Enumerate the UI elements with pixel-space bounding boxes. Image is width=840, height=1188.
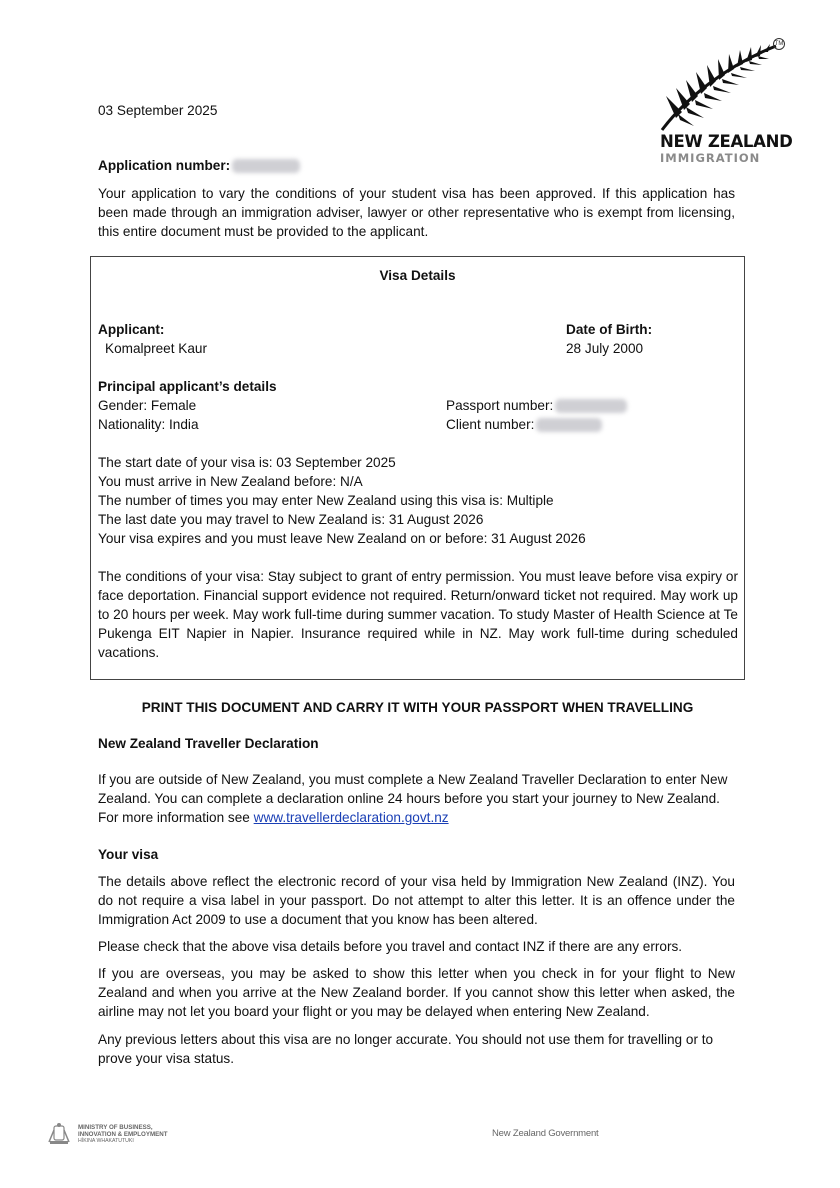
mbie-line-2: INNOVATION & EMPLOYMENT [78,1130,168,1138]
principal-heading: Principal applicant’s details [98,379,277,394]
trademark-symbol: TM [773,38,785,50]
arrive-before: You must arrive in New Zealand before: N/A [98,474,363,489]
mbie-logo [46,1122,168,1146]
applicant-name: Komalpreet Kaur [105,341,208,356]
gender: Gender: Female [98,398,197,413]
redacted-application-number [232,159,300,173]
entries-allowed: The number of times you may enter New Zealand using this visa is: Multiple [98,493,554,508]
dob-label: Date of Birth: [566,322,653,337]
visa-conditions: The conditions of your visa: Stay subject to grant of entry permission. You must leave before visa expiry or face deportation. Financial support evidence not required. Return/onward ticket not required. May work up to 20 hours per week. May work full-time during summer vacation. To study Master of Health Science at Te Pukenga EIT Napier in Napier. Insurance required while in NZ. May work full-time during scheduled vacations. [98,569,738,660]
print-notice: PRINT THIS DOCUMENT AND CARRY IT WITH YOUR PASSPORT WHEN TRAVELLING [141,700,694,715]
traveller-heading: New Zealand Traveller Declaration [98,736,319,751]
your-visa-para-2: Please check that the above visa details before you travel and contact INZ if there are any errors. [98,939,683,954]
visa-start-date: The start date of your visa is: 03 September 2025 [98,455,396,470]
redacted-client-number [536,418,602,432]
traveller-text: If you are outside of New Zealand, you must complete a New Zealand Traveller Declaration to enter New Zealand. You can complete a declaration online 24 hours before you start your journey to New Zealand. For more information see [98,772,728,825]
your-visa-heading: Your visa [98,847,159,862]
redacted-passport-number [555,399,627,413]
application-number [98,156,300,175]
dob-value: 28 July 2000 [566,341,644,356]
your-visa-para-1: The details above reflect the electronic record of your visa held by Immigration New Zealand (INZ). You do not require a visa label in your passport. Do not attempt to alter this letter. It is an offence under the Immigration Act 2009 to use a document that you know has been altered. [98,874,735,927]
traveller-paragraph [98,770,735,827]
your-visa-para-3: If you are overseas, you may be asked to show this letter when you check in for your flight to New Zealand and when you arrive at the New Zealand border. If you cannot show this letter when asked, the airline may not let you board your flight or you may be delayed when entering New Zealand. [98,966,735,1019]
visa-details-title: Visa Details [379,268,456,283]
logo-subtitle: IMMIGRATION [660,151,761,165]
application-number-label: Application number: [98,158,231,173]
nz-government-logo: New Zealand Government [492,1128,599,1139]
intro-paragraph: Your application to vary the conditions of your student visa has been approved. If this application has been made through an immigration adviser, lawyer or other representative who is exempt from licensing, this entire document must be provided to the applicant. [98,186,735,239]
visa-dates [98,453,586,548]
client-number [446,415,602,434]
letter-date: 03 September 2025 [98,103,218,118]
passport-number [446,396,627,415]
mbie-line-1: MINISTRY OF BUSINESS, [78,1123,153,1131]
mbie-line-3: HĪKINA WHAKATUTUKI [78,1137,134,1144]
applicant-label: Applicant: [98,322,165,337]
passport-label: Passport number: [446,398,554,413]
nz-coat-of-arms-icon [46,1122,72,1146]
nationality: Nationality: India [98,417,199,432]
your-visa-para-4: Any previous letters about this visa are no longer accurate. You should not use them for travelling or to prove your visa status. [98,1032,714,1066]
client-label: Client number: [446,417,535,432]
visa-expiry: Your visa expires and you must leave New Zealand on or before: 31 August 2026 [98,531,586,546]
logo-wordmark: NEW ZEALAND [660,132,793,151]
traveller-declaration-link[interactable]: www.travellerdeclaration.govt.nz [253,810,449,825]
last-travel-date: The last date you may travel to New Zealand is: 31 August 2026 [98,512,484,527]
